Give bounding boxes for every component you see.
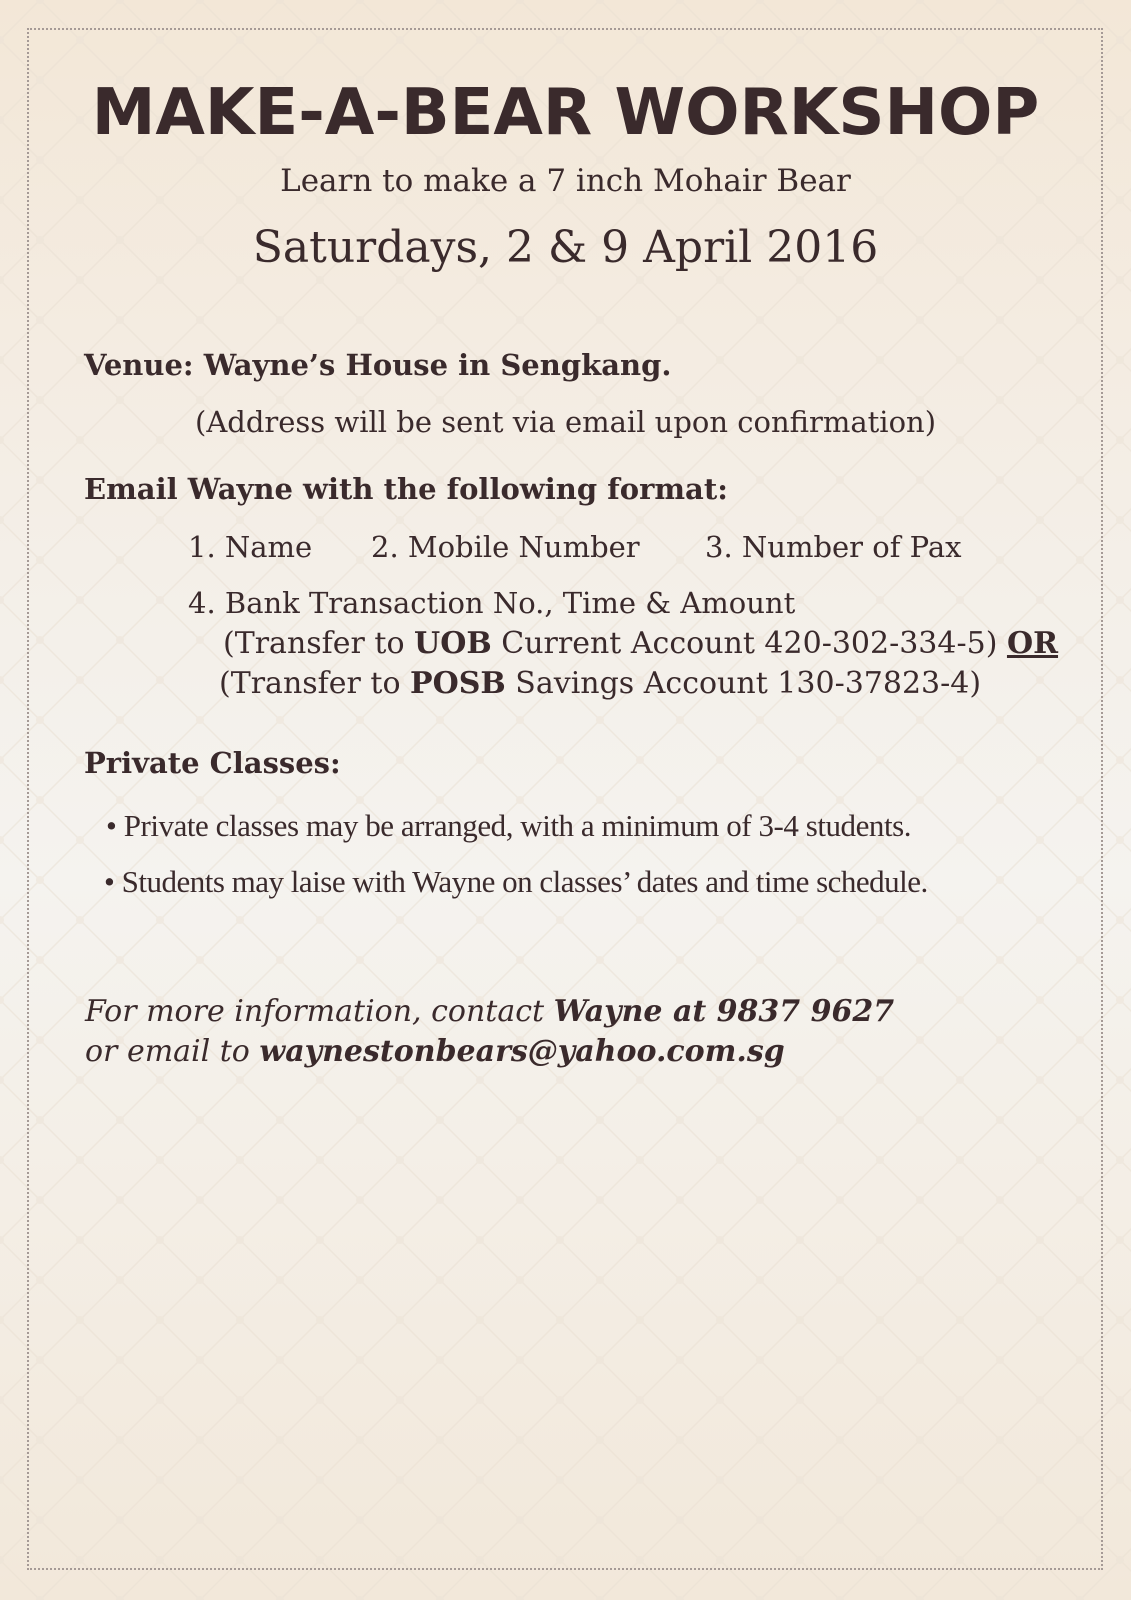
private-bullet-2: • Students may laise with Wayne on classes’ dates and time schedule. <box>104 864 928 899</box>
venue-label: Venue: Wayne’s House in Sengkang. <box>84 348 672 382</box>
private-bullet-1: • Private classes may be arranged, with a minimum of 3-4 students. <box>106 808 912 843</box>
contact-prefix: For more information, contact <box>85 994 554 1029</box>
email-prefix: or email to <box>85 1034 260 1069</box>
page-title: MAKE-A-BEAR WORKSHOP <box>91 76 1040 150</box>
contact-line-1 <box>85 994 894 1029</box>
uob-rest: Current Account 420-302-334-5) <box>491 626 1007 661</box>
uob-open: (Transfer to <box>223 626 415 661</box>
private-classes-heading: Private Classes: <box>84 746 341 780</box>
contact-line-2 <box>85 1034 785 1069</box>
uob-bank: UOB <box>414 626 492 661</box>
format-item-pax: 3. Number of Pax <box>705 530 962 564</box>
format-item-bank: 4. Bank Transaction No., Time & Amount <box>188 586 796 620</box>
contact-email: waynestonbears@yahoo.com.sg <box>259 1034 785 1069</box>
email-format-heading: Email Wayne with the following format: <box>84 472 728 506</box>
contact-phone: Wayne at 9837 9627 <box>553 994 895 1029</box>
subtitle: Learn to make a 7 inch Mohair Bear <box>280 163 851 199</box>
event-date: Saturdays, 2 & 9 April 2016 <box>252 222 879 273</box>
posb-bank: POSB <box>410 666 506 701</box>
venue-note: (Address will be sent via email upon confirmation) <box>195 405 937 439</box>
or-label: OR <box>1006 626 1059 661</box>
posb-rest: Savings Account 130-37823-4) <box>505 666 982 701</box>
format-item-name: 1. Name <box>188 530 313 564</box>
posb-transfer-line <box>219 666 981 701</box>
uob-transfer-line <box>223 626 1058 661</box>
posb-open: (Transfer to <box>219 666 411 701</box>
format-item-mobile: 2. Mobile Number <box>371 530 640 564</box>
